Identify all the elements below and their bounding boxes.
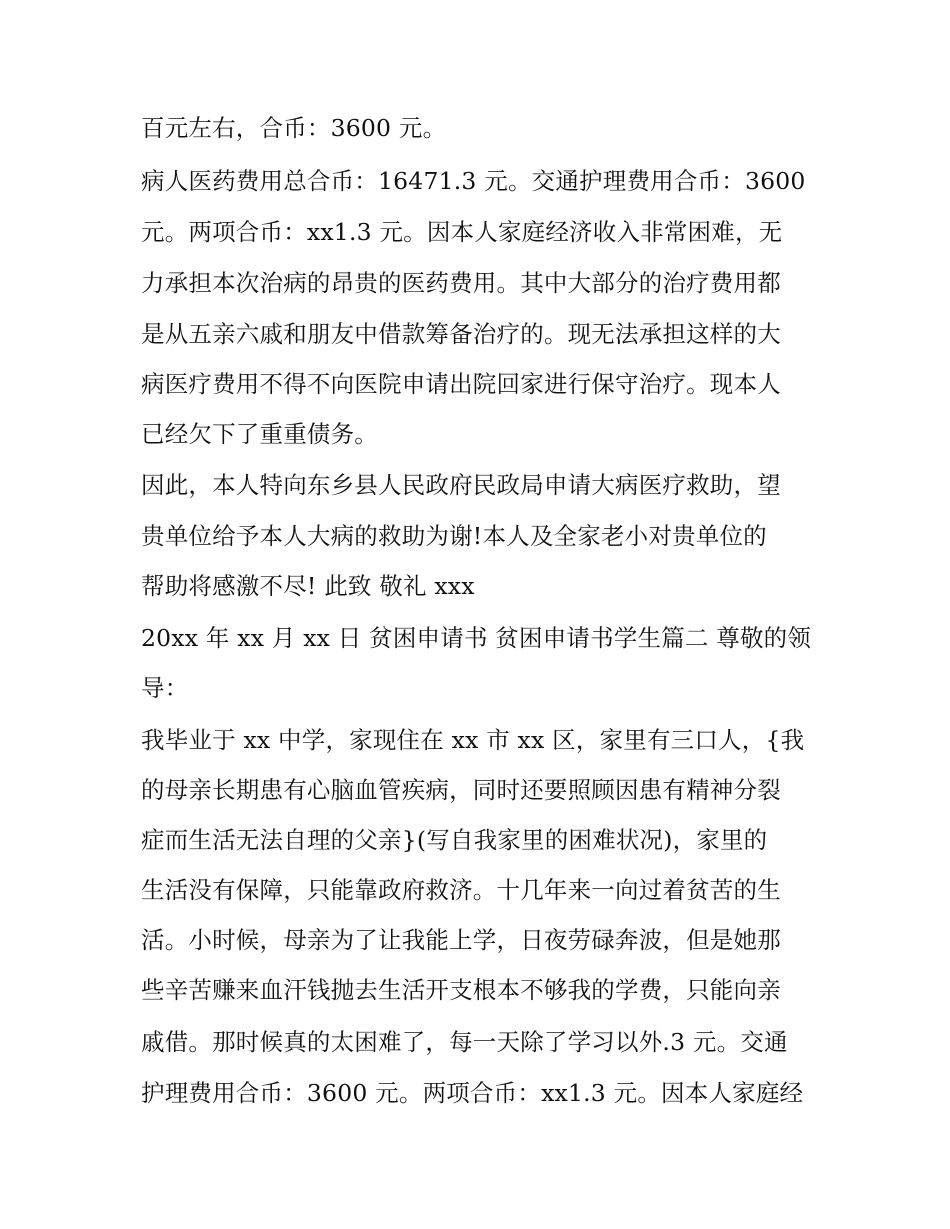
text-line: 活。小时候，母亲为了让我能上学，日夜劳碌奔波，但是她那 bbox=[141, 926, 781, 954]
text-line: 是从五亲六戚和朋友中借款筹备治疗的。现无法承担这样的大 bbox=[141, 320, 781, 348]
text-line: 帮助将感激不尽! 此致 敬礼 xxx bbox=[141, 572, 475, 600]
text-line: 百元左右，合币：3600 元。 bbox=[141, 114, 447, 142]
text-line: 病人医药费用总合币：16471.3 元。交通护理费用合币：3600 bbox=[141, 167, 806, 195]
text-line: 的母亲长期患有心脑血管疾病，同时还要照顾因患有精神分裂 bbox=[141, 776, 781, 804]
text-line: 我毕业于 xx 中学，家现住在 xx 市 xx 区，家里有三口人，{我 bbox=[141, 726, 805, 754]
text-line: 戚借。那时候真的太困难了，每一天除了学习以外.3 元。交通 bbox=[141, 1028, 788, 1056]
text-line: 症而生活无法自理的父亲}(写自我家里的困难状况)，家里的 bbox=[141, 826, 768, 854]
text-line: 生活没有保障，只能靠政府救济。十几年来一向过着贫苦的生 bbox=[141, 876, 781, 904]
text-line: 些辛苦赚来血汗钱抛去生活开支根本不够我的学费，只能向亲 bbox=[141, 976, 781, 1004]
text-line: 导： bbox=[141, 674, 189, 702]
text-line: 元。两项合币：xx1.3 元。因本人家庭经济收入非常困难，无 bbox=[141, 218, 783, 246]
text-line: 因此，本人特向东乡县人民政府民政局申请大病医疗救助，望 bbox=[141, 471, 781, 499]
text-line: 病医疗费用不得不向医院申请出院回家进行保守治疗。现本人 bbox=[141, 370, 781, 398]
text-line: 20xx 年 xx 月 xx 日 贫困申请书 贫困申请书学生篇二 尊敬的领 bbox=[141, 624, 812, 652]
text-line: 力承担本次治病的昂贵的医药费用。其中大部分的治疗费用都 bbox=[141, 269, 781, 297]
text-line: 已经欠下了重重债务。 bbox=[141, 420, 378, 448]
text-line: 贵单位给予本人大病的救助为谢!本人及全家老小对贵单位的 bbox=[141, 522, 767, 550]
text-line: 护理费用合币：3600 元。两项合币：xx1.3 元。因本人家庭经 bbox=[141, 1079, 804, 1107]
